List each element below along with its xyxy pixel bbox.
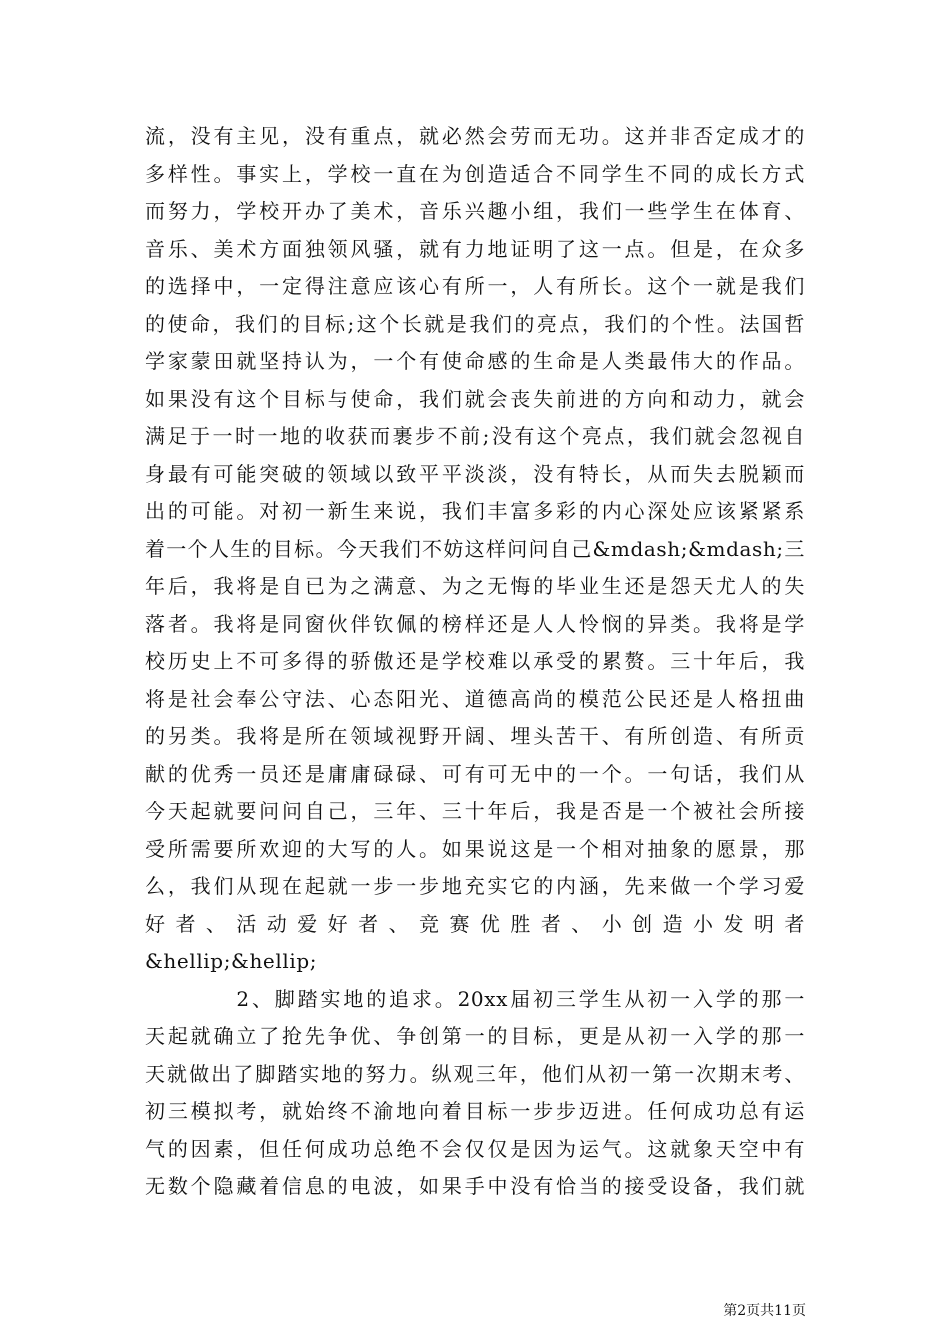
text-line: 献的优秀一员还是庸庸碌碌、可有可无中的一个。一句话，我们从	[145, 761, 805, 786]
page-footer: 第2页共11页	[723, 1303, 806, 1319]
text-line: 年后，我将是自已为之满意、为之无悔的毕业生还是怨天尤人的失	[145, 574, 805, 598]
text-line: 受所需要所欢迎的大写的人。如果说这是一个相对抽象的愿景，那	[145, 836, 805, 861]
text-line: 天起就确立了抢先争优、争创第一的目标，更是从初一入学的那一	[145, 1024, 805, 1048]
text-line: 校历史上不可多得的骄傲还是学校难以承受的累赘。三十年后，我	[145, 649, 805, 673]
text-line: 今天起就要问问自己，三年、三十年后，我是否是一个被社会所接	[145, 799, 805, 823]
text-line: 么，我们从现在起就一步一步地充实它的内涵，先来做一个学习爱	[145, 874, 805, 898]
text-line: 身最有可能突破的领域以致平平淡淡，没有特长，从而失去脱颖而	[145, 461, 805, 486]
text-line: 如果没有这个目标与使命，我们就会丧失前进的方向和动力，就会	[145, 386, 805, 411]
text-line: 流，没有主见，没有重点，就必然会劳而无功。这并非否定成才的	[145, 124, 805, 148]
text-line: 的使命，我们的目标;这个长就是我们的亮点，我们的个性。法国哲	[145, 311, 805, 336]
text-line: 将是社会奉公守法、心态阳光、道德高尚的模范公民还是人格扭曲	[145, 686, 805, 711]
text-line: &hellip;&hellip;	[145, 949, 318, 973]
text-line: 落者。我将是同窗伙伴钦佩的榜样还是人人怜悯的异类。我将是学	[145, 611, 805, 636]
text-line: 多样性。事实上，学校一直在为创造适合不同学生不同的成长方式	[145, 161, 805, 186]
text-line: 着一个人生的目标。今天我们不妨这样问问自己&mdash;&mdash;三	[145, 536, 805, 561]
text-line: 音乐、美术方面独领风骚，就有力地证明了这一点。但是，在众多	[145, 236, 805, 261]
text-line: 的另类。我将是所在领域视野开阔、埋头苦干、有所创造、有所贡	[145, 724, 805, 748]
text-line: 的选择中，一定得注意应该心有所一，人有所长。这个一就是我们	[145, 274, 805, 298]
text-line: 出的可能。对初一新生来说，我们丰富多彩的内心深处应该紧紧系	[145, 499, 805, 523]
text-line: 初三模拟考，就始终不渝地向着目标一步步迈进。任何成功总有运	[145, 1099, 805, 1123]
text-line: 满足于一时一地的收获而裹步不前;没有这个亮点，我们就会忽视自	[145, 424, 805, 448]
body-text	[145, 118, 805, 1206]
text-line: 好者、活动爱好者、竞赛优胜者、小创造小发明者	[145, 911, 805, 936]
text-line: 2、脚踏实地的追求。20xx届初三学生从初一入学的那一	[145, 986, 805, 1011]
text-line: 气的因素，但任何成功总绝不会仅仅是因为运气。这就象天空中有	[145, 1136, 805, 1161]
text-line: 学家蒙田就坚持认为，一个有使命感的生命是人类最伟大的作品。	[145, 349, 805, 373]
text-line: 天就做出了脚踏实地的努力。纵观三年，他们从初一第一次期末考、	[145, 1061, 805, 1086]
text-line: 而努力，学校开办了美术，音乐兴趣小组，我们一些学生在体育、	[145, 199, 805, 223]
text-line: 无数个隐藏着信息的电波，如果手中没有恰当的接受设备，我们就	[145, 1174, 805, 1198]
